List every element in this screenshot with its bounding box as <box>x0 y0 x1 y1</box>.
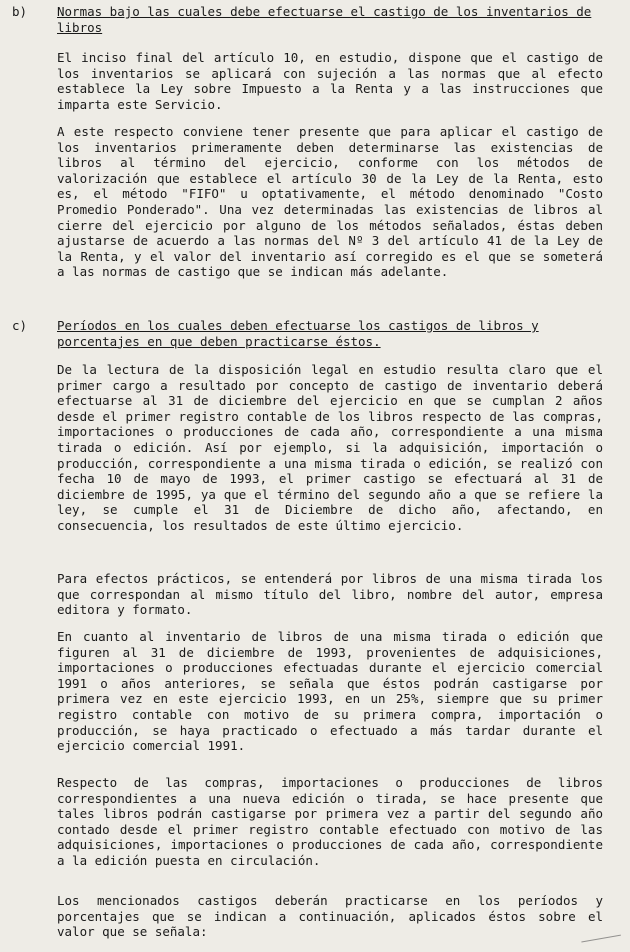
section-b-title: Normas bajo las cuales debe efectuarse el castigo de los inventarios de libros <box>57 4 592 35</box>
section-c-title: Períodos en los cuales deben efectuarse los castigos de libros y porcentajes en que deben practicarse éstos. <box>57 318 539 349</box>
section-b-paragraph-2: A este respecto conviene tener presente que para aplicar el castigo de los inventarios primeramente deben determinarse las existencias de libros al término del ejercicio, conforme con los métodos de valorización que establece el artículo 30 de la Ley de la Renta, esto es, el método "FIFO" u optativamente, el método denominado "Costo Promedio Ponderado". Una vez determinadas las existencias de libros al cierre del ejercicio por alguno de los métodos señalados, éstas deben ajustarse de acuerdo a las normas del Nº 3 del artículo 41 de la Ley de la Renta, y el valor del inventario así corregido es el que se someterá a las normas de castigo que se indican más adelante. <box>57 124 603 280</box>
section-c-paragraph-2: Para efectos prácticos, se entenderá por libros de una misma tirada los que correspondan al mismo título del libro, nombre del autor, empresa editora y formato. <box>57 571 603 618</box>
section-c-paragraph-4: Respecto de las compras, importaciones o producciones de libros correspondientes a una nueva edición o tirada, se hace presente que tales libros podrán castigarse por primera vez a partir del segundo año contado desde el primer registro contable efectuado con motivo de las adquisiciones, importaciones o producciones de cada año, correspondiente a la edición puesta en circulación. <box>57 775 603 868</box>
section-b-paragraph-1: El inciso final del artículo 10, en estudio, dispone que el castigo de los inventarios se aplicará con sujeción a las normas que al efecto establece la Ley sobre Impuesto a la Renta y a las instrucciones que imparta este Servicio. <box>57 50 603 112</box>
section-c-letter: c) <box>12 318 28 333</box>
section-c-paragraph-3: En cuanto al inventario de libros de una misma tirada o edición que figuren al 31 de diciembre de 1993, provenientes de adquisiciones, importaciones o producciones efectuadas durante el ejercicio comercial 1991 o años anteriores, se señala que éstos podrán castigarse por primera vez en este ejercicio 1993, en un 25%, siempre que su primer registro contable con motivo de su primera compra, importación o producción, se haya practicado o efectuado a más tardar durante el ejercicio comercial 1991. <box>57 629 603 754</box>
section-c-paragraph-1: De la lectura de la disposición legal en estudio resulta claro que el primer cargo a resultado por concepto de castigo de inventario deberá efectuarse al 31 de diciembre del ejercicio en que se cumplan 2 años desde el primer registro contable de los libros respecto de las compras, importaciones o producciones de cada año, correspondiente a una misma tirada o edición. Así por ejemplo, si la adquisición, importación o producción, correspondiente a una misma tirada o edición, se realizó con fecha 10 de mayo de 1993, el primer castigo se efectuará al 31 de diciembre de 1995, ya que el término del segundo año a que se refiere la ley, se cumple el 31 de Diciembre de dicho año, afectando, en consecuencia, los resultados de este último ejercicio. <box>57 362 603 533</box>
section-b-letter: b) <box>12 4 28 19</box>
section-c-paragraph-5: Los mencionados castigos deberán practicarse en los períodos y porcentajes que se indican a continuación, aplicados éstos sobre el valor que se señala: <box>57 893 603 940</box>
